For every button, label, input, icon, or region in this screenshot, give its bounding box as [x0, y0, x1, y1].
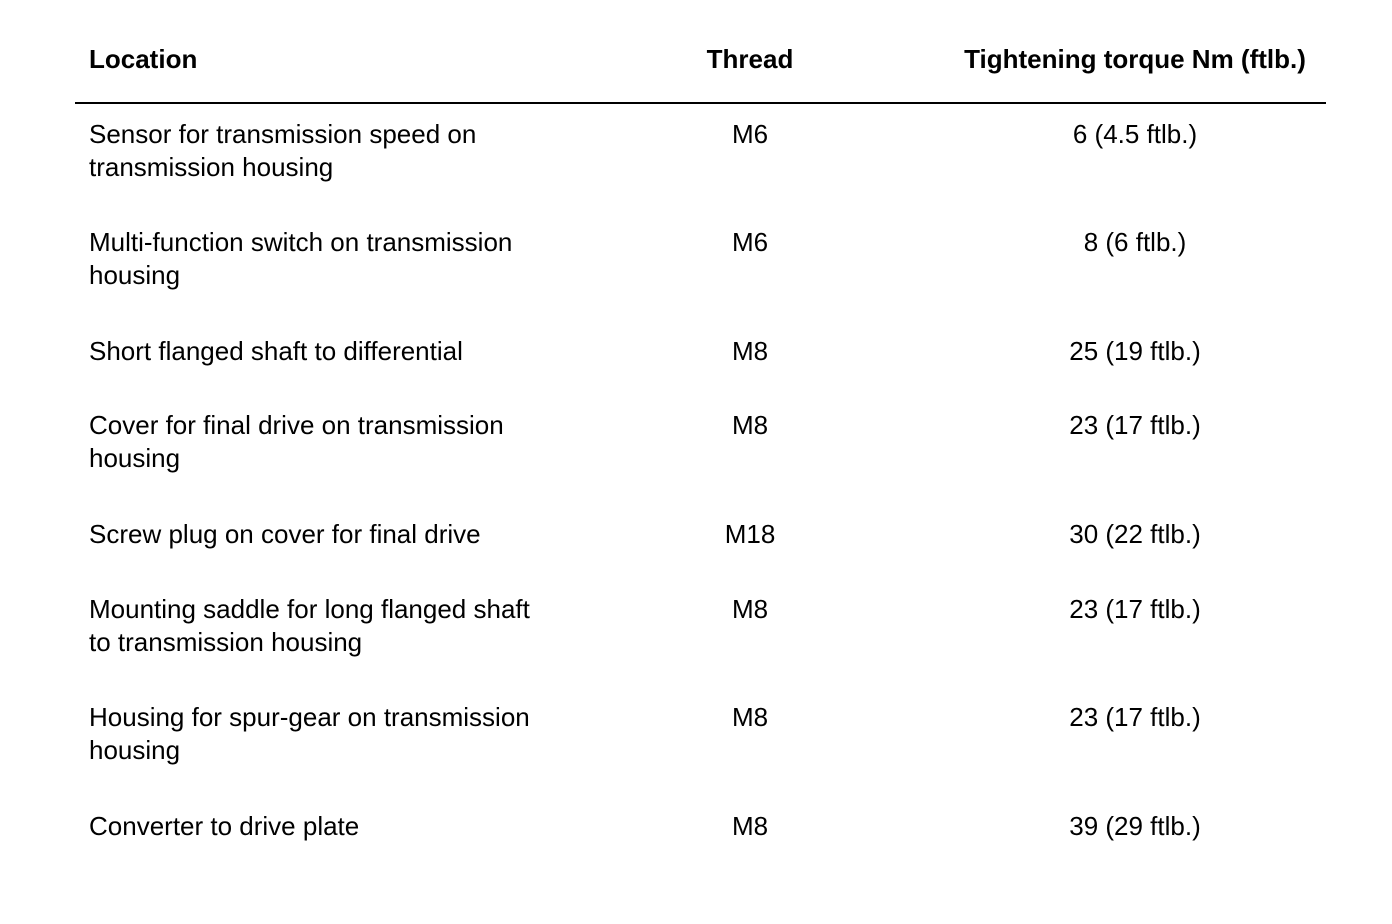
location-cell: [89, 810, 569, 843]
torque-cell: 23 (17 ftlb.): [1069, 594, 1201, 624]
location-cell: [89, 518, 569, 551]
torque-table: [75, 0, 1326, 841]
torque-cell: 23 (17 ftlb.): [1069, 702, 1201, 732]
location-line: Short flanged shaft to differential: [89, 336, 463, 366]
thread-cell: M8: [731, 702, 769, 732]
torque-cell: 25 (19 ftlb.): [1069, 336, 1201, 366]
location-cell: [89, 335, 569, 368]
torque-cell: 6 (4.5 ftlb.): [1072, 119, 1198, 149]
location-line: Cover for final drive on transmission: [89, 410, 504, 440]
location-line: Multi-function switch on transmission: [89, 227, 513, 257]
location-line: housing: [89, 735, 181, 765]
header-thread: Thread: [706, 44, 794, 74]
thread-cell: M8: [731, 410, 769, 440]
thread-cell: M6: [731, 227, 769, 257]
location-cell: [89, 701, 569, 767]
location-line: Mounting saddle for long flanged shaft: [89, 594, 530, 624]
thread-cell: M6: [731, 119, 769, 149]
location-line: housing: [89, 443, 181, 473]
torque-cell: 39 (29 ftlb.): [1069, 811, 1201, 841]
location-cell: [89, 409, 569, 475]
location-cell: [89, 118, 569, 184]
thread-cell: M18: [724, 519, 776, 549]
location-line: housing: [89, 260, 181, 290]
header-location: Location: [89, 44, 198, 74]
thread-cell: M8: [731, 336, 769, 366]
torque-cell: 8 (6 ftlb.): [1083, 227, 1187, 257]
torque-cell: 30 (22 ftlb.): [1069, 519, 1201, 549]
location-cell: [89, 593, 569, 659]
location-line: Housing for spur-gear on transmission: [89, 702, 530, 732]
torque-cell: 23 (17 ftlb.): [1069, 410, 1201, 440]
location-line: to transmission housing: [89, 627, 363, 657]
table-header: [75, 0, 1326, 104]
header-torque: Tightening torque Nm (ftlb.): [964, 44, 1306, 74]
thread-cell: M8: [731, 811, 769, 841]
location-line: Screw plug on cover for final drive: [89, 519, 481, 549]
location-line: Converter to drive plate: [89, 811, 360, 841]
location-line: transmission housing: [89, 152, 334, 182]
thread-cell: M8: [731, 594, 769, 624]
location-line: Sensor for transmission speed on: [89, 119, 477, 149]
location-cell: [89, 226, 569, 292]
